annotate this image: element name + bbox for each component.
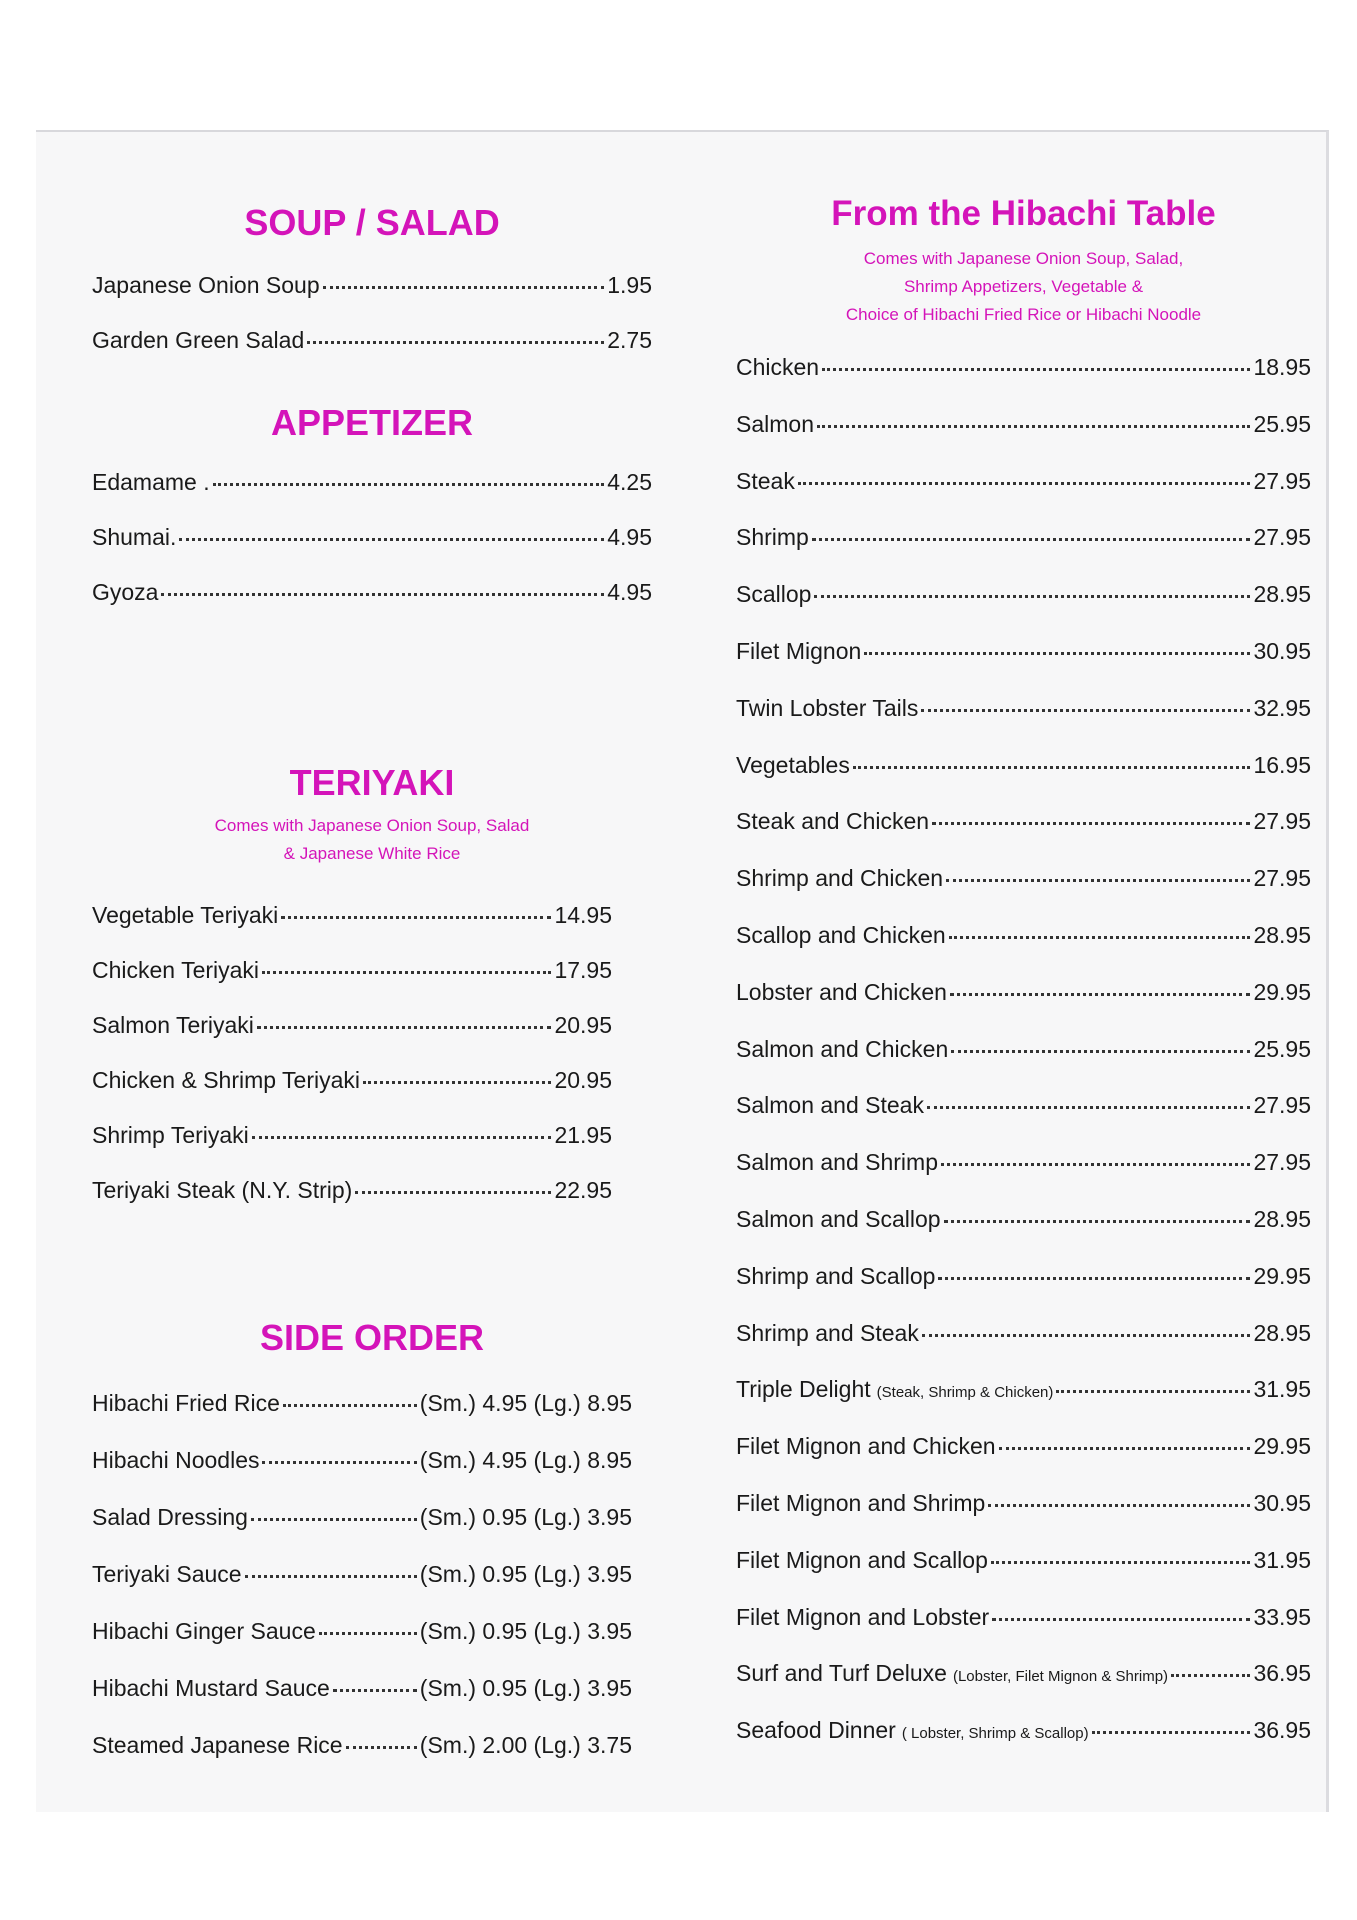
menu-item	[92, 524, 652, 551]
teriyaki-note-line-1: Comes with Japanese Onion Soup, Salad	[214, 816, 530, 835]
item-name: Teriyaki Sauce	[92, 1561, 242, 1587]
leader-dots	[333, 1689, 417, 1692]
item-name: Japanese Onion Soup	[92, 272, 320, 298]
leader-dots	[950, 993, 1250, 996]
item-price: 25.95	[1253, 410, 1311, 437]
leader-dots	[822, 368, 1250, 371]
leader-dots	[1171, 1674, 1250, 1677]
item-price: 31.95	[1253, 1376, 1311, 1403]
item-price: (Sm.) 0.95 (Lg.) 3.95	[419, 1504, 632, 1530]
hibachi-heading: From the Hibachi Table	[831, 194, 1216, 233]
menu-item	[92, 579, 652, 606]
menu-item	[736, 808, 1311, 835]
item-name: Surf and Turf Deluxe	[736, 1660, 947, 1687]
menu-item	[736, 1717, 1311, 1744]
item-price: 29.95	[1253, 978, 1311, 1005]
item-name: Hibachi Fried Rice	[92, 1390, 280, 1416]
appetizer-heading: APPETIZER	[270, 402, 474, 443]
leader-dots	[319, 1632, 417, 1635]
item-name: Salmon and Shrimp	[736, 1149, 938, 1176]
leader-dots	[812, 538, 1251, 541]
hibachi-note-line-1: Comes with Japanese Onion Soup, Salad,	[863, 249, 1184, 268]
leader-dots	[951, 1050, 1250, 1053]
leader-dots	[262, 971, 551, 974]
menu-item	[92, 1504, 632, 1531]
item-price: (Sm.) 4.95 (Lg.) 8.95	[419, 1447, 632, 1473]
hibachi-note-line-3: Choice of Hibachi Fried Rice or Hibachi Noodle	[845, 305, 1202, 324]
menu-item	[736, 1206, 1311, 1233]
item-name: Shrimp and Scallop	[736, 1262, 936, 1289]
leader-dots	[262, 1461, 416, 1464]
leader-dots	[323, 286, 605, 289]
item-price: 27.95	[1253, 467, 1311, 494]
item-name: Seafood Dinner	[736, 1717, 896, 1744]
item-price: 31.95	[1253, 1546, 1311, 1573]
leader-dots	[991, 1561, 1251, 1564]
leader-dots	[922, 1334, 1251, 1337]
menu-item	[92, 1122, 612, 1149]
item-name: Scallop	[736, 581, 812, 608]
item-price: (Sm.) 0.95 (Lg.) 3.95	[419, 1618, 632, 1644]
leader-dots	[355, 1191, 551, 1194]
leader-dots	[346, 1746, 417, 1749]
item-price: 30.95	[1253, 1490, 1311, 1516]
item-name: Vegetable Teriyaki	[92, 902, 279, 928]
leader-dots	[938, 1277, 1250, 1280]
item-name: Hibachi Ginger Sauce	[92, 1618, 316, 1644]
item-name: Shrimp	[736, 524, 809, 551]
item-price: 21.95	[554, 1122, 612, 1148]
teriyaki-note-line-2: & Japanese White Rice	[283, 844, 461, 863]
item-name: Gyoza	[92, 579, 159, 605]
leader-dots	[927, 1106, 1250, 1109]
leader-dots	[941, 1163, 1250, 1166]
teriyaki-heading: TERIYAKI	[289, 762, 455, 803]
menu-item	[736, 922, 1311, 949]
leader-dots	[814, 595, 1250, 598]
leader-dots	[179, 538, 604, 541]
item-name: Filet Mignon and Scallop	[736, 1546, 988, 1573]
item-price: (Sm.) 2.00 (Lg.) 3.75	[419, 1732, 632, 1758]
menu-item	[736, 1660, 1311, 1687]
menu-item	[736, 1433, 1311, 1460]
item-price: 27.95	[1253, 865, 1311, 892]
item-price: 25.95	[1253, 1035, 1311, 1062]
menu-item	[92, 1390, 632, 1417]
leader-dots	[245, 1575, 417, 1578]
item-price: (Sm.) 4.95 (Lg.) 8.95	[419, 1390, 632, 1416]
menu-item	[736, 411, 1311, 438]
item-name: Hibachi Noodles	[92, 1447, 260, 1473]
leader-dots	[251, 1518, 417, 1521]
item-detail: (Steak, Shrimp & Chicken)	[876, 1384, 1054, 1402]
item-price: 27.95	[1253, 524, 1311, 551]
menu-item	[92, 1561, 632, 1588]
leader-dots	[817, 425, 1250, 428]
item-price: 29.95	[1253, 1433, 1311, 1460]
leader-dots	[798, 482, 1251, 485]
item-name: Salad Dressing	[92, 1504, 248, 1530]
item-name: Chicken & Shrimp Teriyaki	[92, 1067, 361, 1093]
menu-item	[736, 524, 1311, 551]
menu-item	[736, 638, 1311, 665]
menu-item	[92, 1067, 612, 1094]
item-name: Twin Lobster Tails	[736, 694, 919, 721]
item-price: (Sm.) 0.95 (Lg.) 3.95	[419, 1675, 632, 1701]
menu-item	[736, 1263, 1311, 1290]
menu-item	[736, 695, 1311, 722]
item-name: Chicken Teriyaki	[92, 957, 260, 983]
side-order-heading: SIDE ORDER	[259, 1317, 485, 1358]
item-name: Steak	[736, 467, 795, 494]
item-price: 32.95	[1253, 694, 1311, 721]
item-price: 4.95	[607, 524, 652, 550]
item-name: Shrimp and Steak	[736, 1319, 919, 1346]
item-price: 27.95	[1253, 1092, 1311, 1119]
menu-item	[736, 581, 1311, 608]
item-price: 20.95	[554, 1067, 612, 1093]
item-price: 4.25	[607, 469, 652, 495]
item-name: Salmon Teriyaki	[92, 1012, 254, 1038]
leader-dots	[161, 593, 604, 596]
item-name: Filet Mignon and Lobster	[736, 1603, 990, 1630]
soup-salad-heading: SOUP / SALAD	[244, 202, 500, 243]
leader-dots	[283, 1404, 417, 1407]
leader-dots	[949, 936, 1251, 939]
item-name: Lobster and Chicken	[736, 978, 947, 1005]
item-price: 28.95	[1253, 1319, 1311, 1346]
item-name: Salmon	[736, 410, 814, 437]
menu-item	[736, 979, 1311, 1006]
item-name: Triple Delight	[736, 1376, 871, 1403]
hibachi-note-line-2: Shrimp Appetizers, Vegetable &	[903, 277, 1144, 296]
leader-dots	[944, 1220, 1251, 1223]
leader-dots	[999, 1447, 1251, 1450]
menu-item	[92, 1618, 632, 1645]
item-price: 14.95	[554, 902, 612, 928]
item-price: 22.95	[554, 1177, 612, 1203]
item-price: 2.75	[607, 327, 652, 353]
menu-item	[736, 1490, 1311, 1517]
item-name: Filet Mignon and Shrimp	[736, 1490, 986, 1516]
menu-item	[736, 865, 1311, 892]
menu-item	[92, 272, 652, 299]
item-price: 33.95	[1253, 1603, 1311, 1630]
item-name: Vegetables	[736, 751, 850, 778]
menu-item	[92, 327, 652, 354]
menu-item	[92, 469, 652, 496]
leader-dots	[864, 652, 1250, 655]
item-price: 30.95	[1253, 638, 1311, 664]
leader-dots	[1056, 1390, 1250, 1393]
item-name: Steamed Japanese Rice	[92, 1732, 343, 1758]
leader-dots	[213, 483, 605, 486]
item-price: 28.95	[1253, 922, 1311, 948]
leader-dots	[1092, 1731, 1251, 1734]
item-price: 27.95	[1253, 808, 1311, 835]
item-name: Scallop and Chicken	[736, 922, 946, 948]
menu-item	[92, 1447, 632, 1474]
item-name: Filet Mignon and Chicken	[736, 1433, 996, 1460]
item-price: 20.95	[554, 1012, 612, 1038]
item-name: Garden Green Salad	[92, 327, 305, 353]
leader-dots	[307, 341, 604, 344]
leader-dots	[988, 1504, 1250, 1507]
leader-dots	[257, 1026, 552, 1029]
item-price: 1.95	[607, 272, 652, 298]
item-price: 16.95	[1253, 751, 1311, 778]
item-name: Teriyaki Steak (N.Y. Strip)	[92, 1177, 353, 1203]
menu-item	[736, 1604, 1311, 1631]
item-name: Edamame .	[92, 469, 210, 495]
menu-item	[736, 1092, 1311, 1119]
item-price: 17.95	[554, 957, 612, 983]
item-name: Shrimp and Chicken	[736, 865, 944, 892]
menu-item	[736, 1149, 1311, 1176]
leader-dots	[921, 709, 1250, 712]
leader-dots	[281, 916, 551, 919]
menu-item	[92, 1177, 612, 1204]
item-name: Filet Mignon	[736, 638, 862, 664]
item-price: 18.95	[1253, 354, 1311, 380]
item-detail: ( Lobster, Shrimp & Scallop)	[901, 1725, 1089, 1743]
leader-dots	[853, 766, 1251, 769]
item-name: Shrimp Teriyaki	[92, 1122, 249, 1148]
menu-item	[92, 957, 612, 984]
item-name: Chicken	[736, 354, 820, 380]
leader-dots	[932, 822, 1250, 825]
item-name: Shumai.	[92, 524, 177, 550]
item-price: 27.95	[1253, 1149, 1311, 1176]
menu-item	[736, 1320, 1311, 1347]
menu-item	[736, 1547, 1311, 1574]
menu-item	[92, 1732, 632, 1759]
menu-page	[36, 130, 1329, 1812]
menu-item	[736, 752, 1311, 779]
menu-item	[736, 354, 1311, 381]
item-price: 36.95	[1253, 1660, 1311, 1687]
item-name: Hibachi Mustard Sauce	[92, 1675, 330, 1701]
menu-item	[92, 1675, 632, 1702]
menu-item	[736, 468, 1311, 495]
menu-item	[736, 1036, 1311, 1063]
item-price: (Sm.) 0.95 (Lg.) 3.95	[419, 1561, 632, 1587]
item-name: Salmon and Scallop	[736, 1206, 941, 1232]
item-name: Steak and Chicken	[736, 808, 930, 835]
menu-item	[736, 1376, 1311, 1403]
leader-dots	[252, 1136, 552, 1139]
item-price: 36.95	[1253, 1717, 1311, 1744]
item-price: 29.95	[1253, 1262, 1311, 1289]
menu-item	[92, 1012, 612, 1039]
item-name: Salmon and Chicken	[736, 1035, 949, 1062]
leader-dots	[946, 879, 1250, 882]
item-price: 28.95	[1253, 581, 1311, 608]
item-price: 28.95	[1253, 1206, 1311, 1232]
menu-item	[92, 902, 612, 929]
item-detail: (Lobster, Filet Mignon & Shrimp)	[952, 1668, 1169, 1686]
item-name: Salmon and Steak	[736, 1092, 924, 1119]
leader-dots	[992, 1618, 1250, 1621]
item-price: 4.95	[607, 579, 652, 605]
leader-dots	[363, 1081, 551, 1084]
